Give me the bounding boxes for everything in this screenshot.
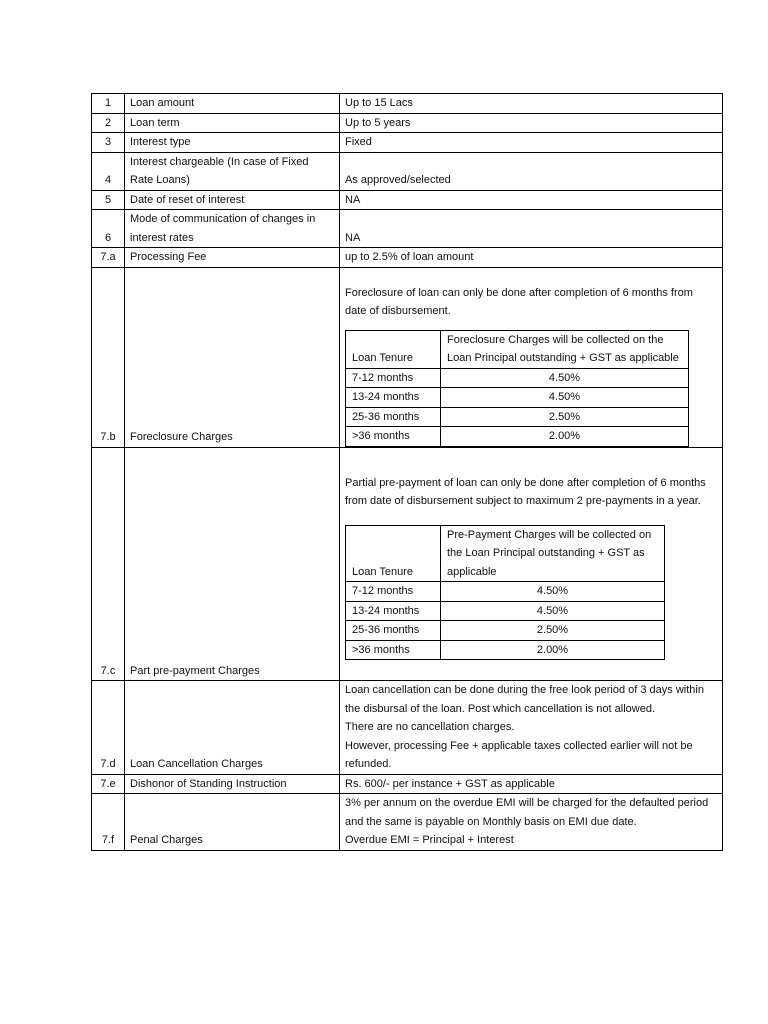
row-value: Fixed [340, 133, 723, 153]
header-charges: Foreclosure Charges will be collected on the Loan Principal outstanding + GST as applicable [441, 330, 689, 368]
sub-table-row [346, 368, 689, 388]
sub-table-row [346, 388, 689, 408]
row-number: 7.a [92, 248, 125, 268]
row-label: Part pre-payment Charges [125, 447, 340, 681]
table-row-penal [92, 794, 723, 851]
cancellation-line-2: There are no cancellation charges. [345, 721, 515, 733]
table-row [92, 113, 723, 133]
sub-table-header [346, 330, 689, 368]
row-label: Loan Cancellation Charges [125, 681, 340, 775]
cancellation-line-3: However, processing Fee + applicable taxes collected earlier will not be refunded. [345, 739, 693, 770]
row-label: Interest type [125, 133, 340, 153]
sub-table-row [346, 407, 689, 427]
row-value: Rs. 600/- per instance + GST as applicable [340, 774, 723, 794]
table-row [92, 190, 723, 210]
row-value: Up to 5 years [340, 113, 723, 133]
row-label: Mode of communication of changes in interest rates [125, 210, 340, 248]
row-number: 5 [92, 190, 125, 210]
tenure-cell: >36 months [346, 427, 441, 447]
penal-line-1: 3% per annum on the overdue EMI will be charged for the defaulted period and the same is payable on Monthly basis on EMI due date. [345, 797, 709, 828]
row-number: 4 [92, 152, 125, 190]
rate-cell: 4.50% [441, 601, 665, 621]
rate-cell: 4.50% [441, 582, 665, 602]
sub-table-row [346, 427, 689, 447]
header-loan-tenure: Loan Tenure [346, 330, 441, 368]
cancellation-line-1: Loan cancellation can be done during the free look period of 3 days within the disbursal of the loan. Post which cancellation is not allowed. [345, 684, 704, 715]
table-row-dishonor [92, 774, 723, 794]
table-row [92, 152, 723, 190]
row-number: 7.d [92, 681, 125, 775]
row-number: 7.b [92, 267, 125, 447]
rate-cell: 2.00% [441, 640, 665, 660]
row-label: Loan term [125, 113, 340, 133]
row-value: Up to 15 Lacs [340, 94, 723, 114]
cancellation-details [340, 681, 723, 775]
row-label: Loan amount [125, 94, 340, 114]
row-number: 7.e [92, 774, 125, 794]
row-value: NA [340, 210, 723, 248]
table-row [92, 133, 723, 153]
rate-cell: 2.50% [441, 621, 665, 641]
header-loan-tenure: Loan Tenure [346, 525, 441, 582]
row-number: 7.f [92, 794, 125, 851]
rate-cell: 2.50% [441, 407, 689, 427]
row-value: NA [340, 190, 723, 210]
row-number: 6 [92, 210, 125, 248]
table-row [92, 248, 723, 268]
penal-line-2: Overdue EMI = Principal + Interest [345, 834, 514, 846]
row-label: Date of reset of interest [125, 190, 340, 210]
prepayment-intro: Partial pre-payment of loan can only be done after completion of 6 months from date of disbursement subject to maximum 2 pre-payments in a year. [345, 476, 706, 507]
row-value: As approved/selected [340, 152, 723, 190]
sub-table-row [346, 582, 665, 602]
rate-cell: 4.50% [441, 388, 689, 408]
row-value: up to 2.5% of loan amount [340, 248, 723, 268]
loan-terms-table [91, 93, 723, 851]
foreclosure-intro: Foreclosure of loan can only be done after completion of 6 months from date of disbursement. [345, 286, 693, 317]
prepayment-details [340, 447, 723, 681]
table-row [92, 94, 723, 114]
tenure-cell: 25-36 months [346, 621, 441, 641]
row-label: Foreclosure Charges [125, 267, 340, 447]
sub-table-row [346, 601, 665, 621]
row-number: 3 [92, 133, 125, 153]
row-label: Processing Fee [125, 248, 340, 268]
row-number: 2 [92, 113, 125, 133]
row-label: Dishonor of Standing Instruction [125, 774, 340, 794]
sub-table-header [346, 525, 665, 582]
table-row-cancellation [92, 681, 723, 775]
penal-details [340, 794, 723, 851]
row-label: Interest chargeable (In case of Fixed Rate Loans) [125, 152, 340, 190]
foreclosure-details [340, 267, 723, 447]
tenure-cell: 13-24 months [346, 601, 441, 621]
tenure-cell: >36 months [346, 640, 441, 660]
table-row-foreclosure [92, 267, 723, 447]
rate-cell: 4.50% [441, 368, 689, 388]
header-charges: Pre-Payment Charges will be collected on the Loan Principal outstanding + GST as applicable [441, 525, 665, 582]
table-row-prepayment [92, 447, 723, 681]
tenure-cell: 7-12 months [346, 582, 441, 602]
prepayment-charges-table [345, 525, 665, 661]
rate-cell: 2.00% [441, 427, 689, 447]
row-number: 1 [92, 94, 125, 114]
sub-table-row [346, 640, 665, 660]
tenure-cell: 13-24 months [346, 388, 441, 408]
tenure-cell: 7-12 months [346, 368, 441, 388]
tenure-cell: 25-36 months [346, 407, 441, 427]
row-label: Penal Charges [125, 794, 340, 851]
foreclosure-charges-table [345, 330, 689, 447]
sub-table-row [346, 621, 665, 641]
table-row [92, 210, 723, 248]
row-number: 7.c [92, 447, 125, 681]
